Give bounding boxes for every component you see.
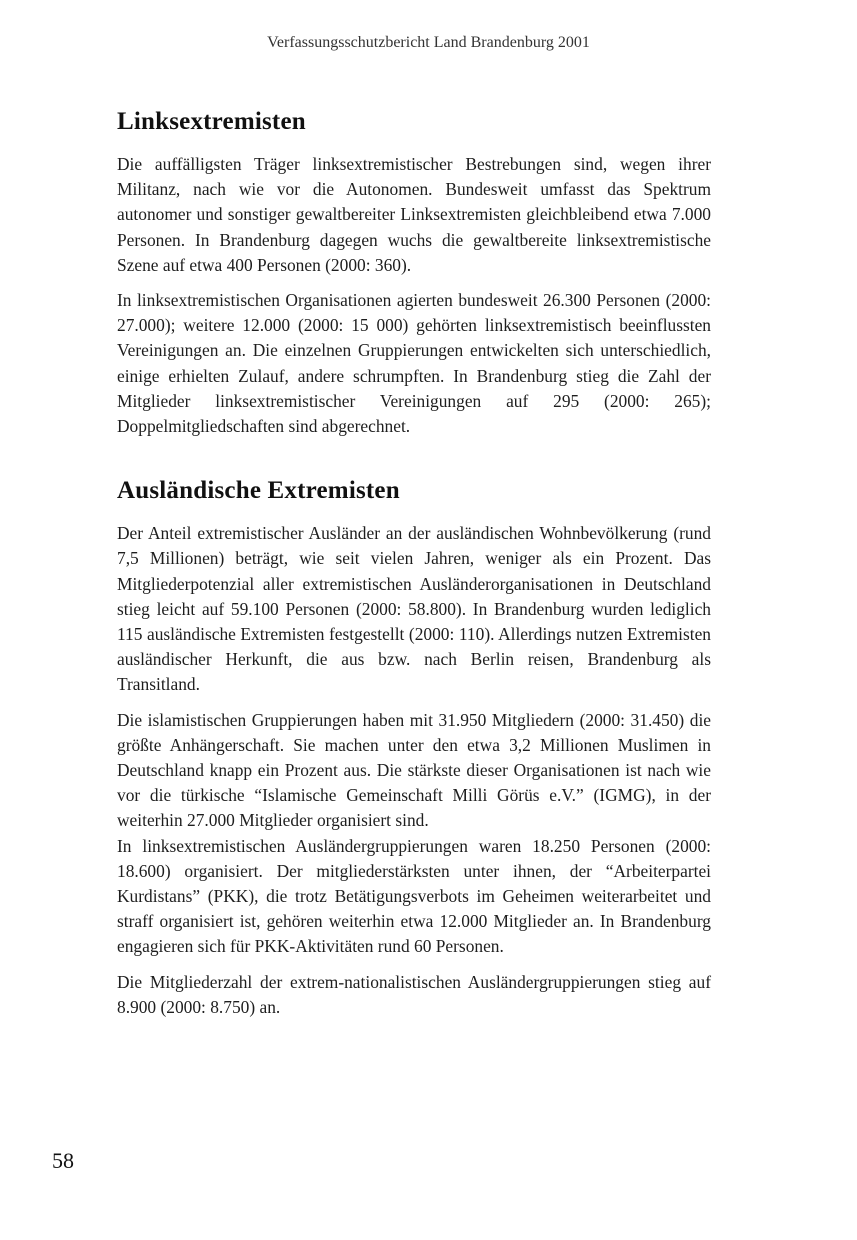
paragraph: Die auffälligsten Träger linksextremistischer Bestrebungen sind, wegen ihrer Militanz, nach wie vor die Autonomen. Bundesweit umfasst das Spektrum autonomer und sonstiger gewaltbereiter Linksextremisten gleichbleibend etwa 7.000 Personen. In Brandenburg dagegen wuchs die gewaltbereite linksextremistische Szene auf etwa 400 Personen (2000: 360). bbox=[117, 154, 711, 275]
page-content bbox=[117, 108, 711, 1030]
paragraph: In linksextremistischen Organisationen agierten bundesweit 26.300 Personen (2000: 27.000); weitere 12.000 (2000: 15 000) gehörten linksextremistisch beeinflussten Vereinigungen an. Die einzelnen Gruppierungen entwickelten sich unterschiedlich, einige erhielten Zulauf, andere schrumpften. In Brandenburg stieg die Zahl der Mitglieder linksextremistischer Vereinigungen auf 295 (2000: 265); Doppelmitgliedschaften sind abgerechnet. bbox=[117, 290, 711, 437]
paragraph: Die Mitgliederzahl der extrem-nationalistischen Ausländergruppierungen stieg auf 8.900 (2000: 8.750) an. bbox=[117, 971, 711, 1017]
section-heading-linksextremisten: Linksextremisten bbox=[117, 108, 306, 135]
paragraph: In linksextremistischen Ausländergruppierungen waren 18.250 Personen (2000: 18.600) organisiert. Der mitgliederstärksten unter ihnen, der “Arbeiterpartei Kurdistans” (PKK), die trotz Betätigungsverbots im Geheimen weiterarbeitet und straff organisiert ist, gehören weiterhin etwa 12.000 Mitglieder an. In Brandenburg engagieren sich für PKK-Aktivitäten rund 60 Personen. bbox=[117, 835, 711, 957]
running-header: Verfassungsschutzbericht Land Brandenburg 2001 bbox=[267, 34, 590, 51]
section-heading-auslaendische-extremisten: Ausländische Extremisten bbox=[117, 477, 400, 505]
paragraph: Der Anteil extremistischer Ausländer an der ausländischen Wohnbevölkerung (rund 7,5 Millionen) beträgt, wie seit vielen Jahren, weniger als ein Prozent. Das Mitgliederpotenzial aller extremistischen Ausländerorganisationen in Deutschland stieg leicht auf 59.100 Personen (2000: 58.800). In Brandenburg wurden lediglich 115 ausländische Extremisten festgestellt (2000: 110). Allerdings nutzen Extremisten ausländischer Herkunft, die aus bzw. nach Berlin reisen, Brandenburg als Transitland. bbox=[117, 523, 711, 695]
paragraph: Die islamistischen Gruppierungen haben mit 31.950 Mitgliedern (2000: 31.450) die größte Anhängerschaft. Sie machen unter den etwa 3,2 Millionen Muslimen in Deutschland knapp ein Prozent aus. Die stärkste dieser Organisationen ist nach wie vor die türkische “Islamische Gemeinschaft Milli Görüs e.V.” (IGMG), in der weiterhin 27.000 Mitglieder organisiert sind. bbox=[117, 709, 711, 831]
page-number: 58 bbox=[52, 1148, 74, 1173]
